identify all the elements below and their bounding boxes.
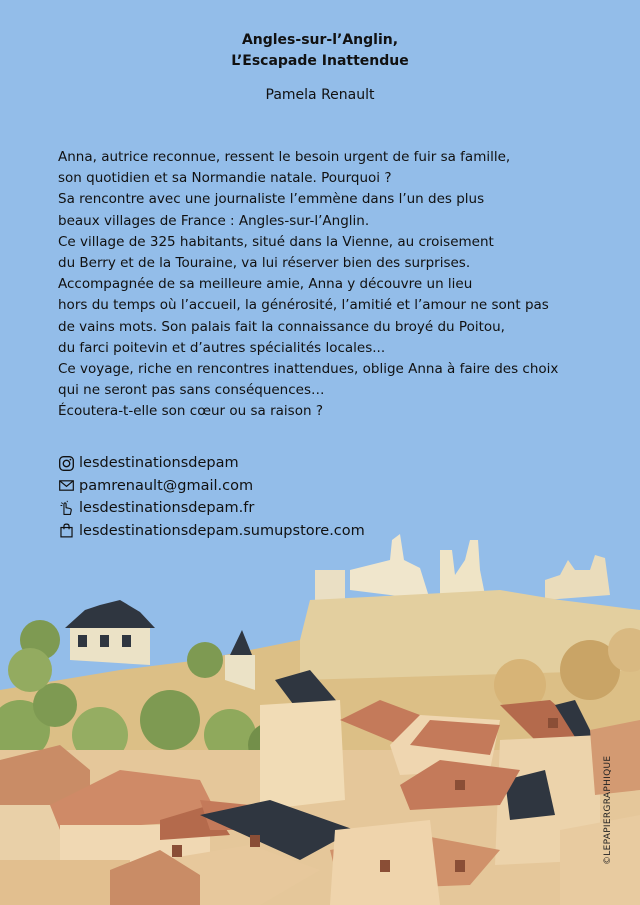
blurb-line: du farci poitevin et d’autres spécialités locales... bbox=[58, 339, 386, 356]
book-title-line-1: Angles-sur-l’Anglin, bbox=[241, 32, 399, 48]
blurb-line: du Berry et de la Touraine, va lui réserver bien des surprises. bbox=[58, 255, 471, 272]
blurb-line: Écoutera-t-elle son cœur ou sa raison ? bbox=[58, 403, 323, 420]
blurb-line: hors du temps où l’accueil, la générosité, l’amitié et l’amour ne sont pas bbox=[58, 297, 549, 314]
instagram-handle[interactable]: lesdestinationsdepam bbox=[79, 455, 239, 471]
instagram-icon bbox=[58, 455, 75, 472]
book-title-line-2: L’Escapade Inattendue bbox=[231, 53, 409, 69]
hand-pointer-icon bbox=[58, 500, 75, 517]
book-title bbox=[0, 30, 640, 72]
blurb-line: Sa rencontre avec une journaliste l’emmène dans l’un des plus bbox=[58, 191, 485, 208]
blurb-line: Ce village de 325 habitants, situé dans la Vienne, au croisement bbox=[58, 233, 494, 250]
blurb-line: qui ne seront pas sans conséquences… bbox=[58, 382, 325, 399]
blurb-line: Accompagnée de sa meilleure amie, Anna y découvre un lieu bbox=[58, 276, 473, 293]
blurb-line: de vains mots. Son palais fait la connaissance du broyé du Poitou, bbox=[58, 318, 505, 335]
contact-list bbox=[58, 452, 365, 542]
mail-icon bbox=[58, 477, 75, 494]
blurb-line: Anna, autrice reconnue, ressent le besoin urgent de fuir sa famille, bbox=[58, 149, 511, 165]
email-address[interactable]: pamrenault@gmail.com bbox=[79, 477, 254, 494]
blurb-line: beaux villages de France : Angles-sur-l’Anglin. bbox=[58, 212, 370, 229]
village-illustration bbox=[0, 530, 640, 905]
contact-instagram[interactable] bbox=[58, 452, 365, 475]
contact-email[interactable] bbox=[58, 475, 365, 498]
store-url[interactable]: lesdestinationsdepam.sumupstore.com bbox=[79, 522, 365, 539]
blurb-line: son quotidien et sa Normandie natale. Pourquoi ? bbox=[58, 170, 392, 187]
book-blurb bbox=[58, 147, 618, 423]
book-author: Pamela Renault bbox=[265, 87, 375, 103]
website-url[interactable]: lesdestinationsdepam.fr bbox=[79, 500, 255, 516]
illustration-credit: ©LEPAPIERGRAPHIQUE bbox=[603, 755, 613, 865]
contact-website[interactable] bbox=[58, 497, 365, 520]
blurb-line: Ce voyage, riche en rencontres inattendues, oblige Anna à faire des choix bbox=[58, 361, 559, 378]
